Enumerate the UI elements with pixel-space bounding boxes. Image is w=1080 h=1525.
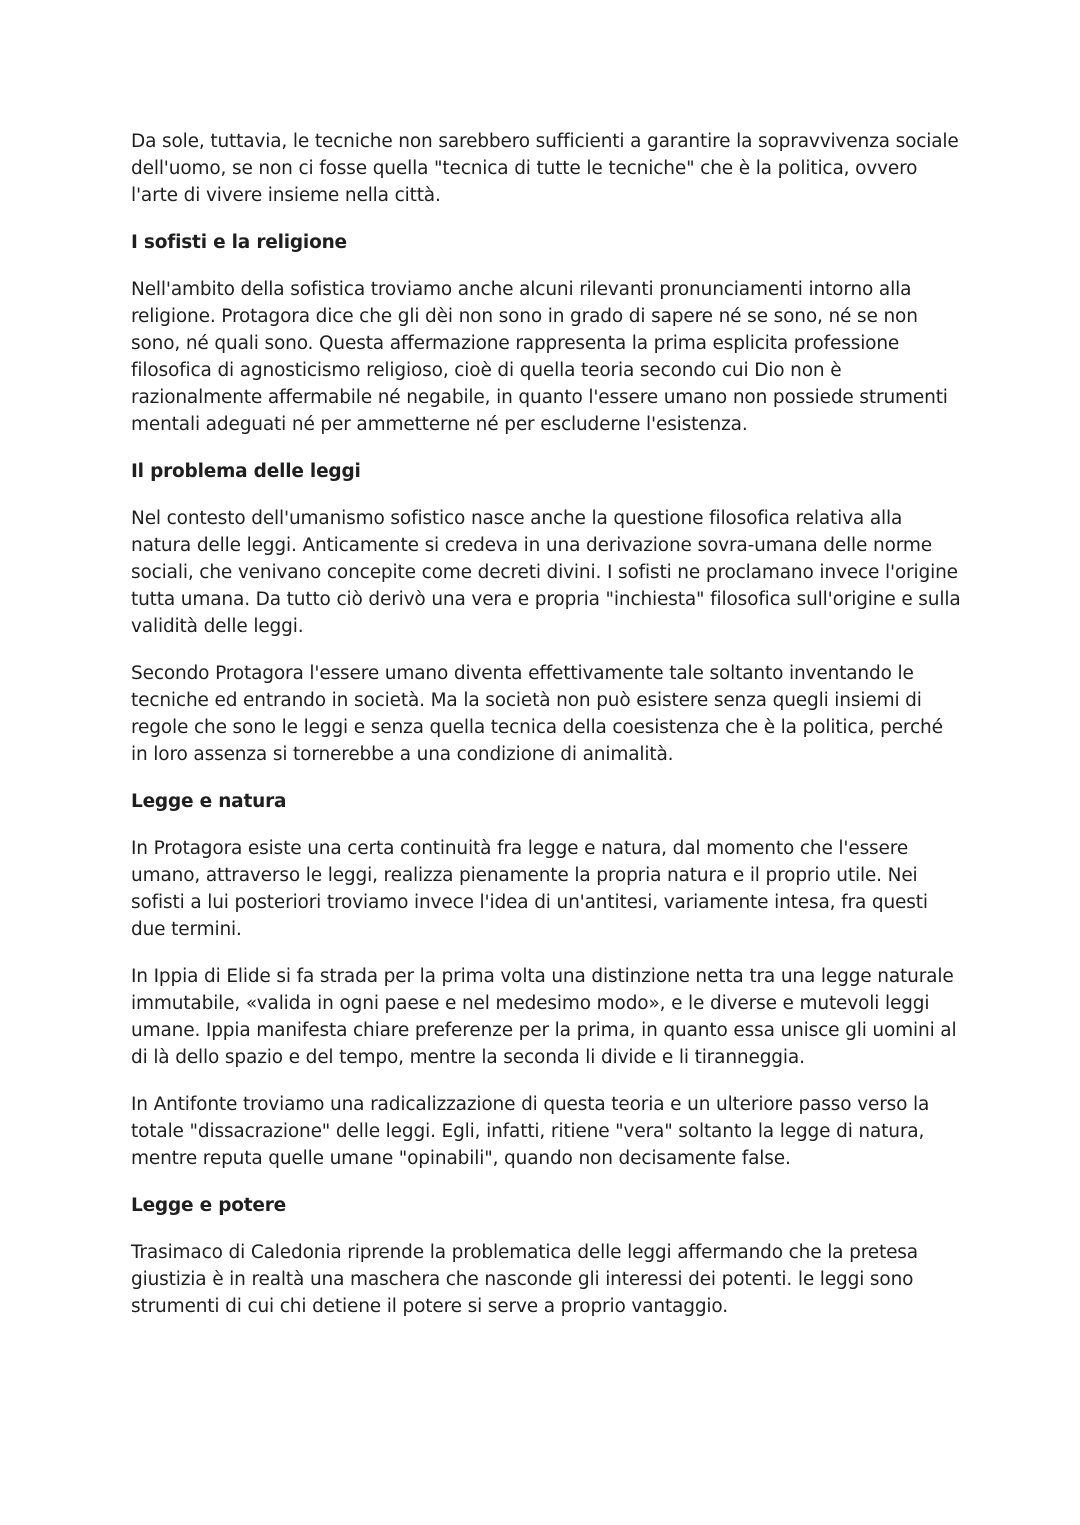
paragraph-intro-politica: Da sole, tuttavia, le tecniche non sarebbero sufficienti a garantire la sopravvivenza sociale dell'uomo, se non ci fosse quella "tecnica di tutte le tecniche" che è la politica, ovvero l'arte di vivere insieme nella città. — [131, 131, 959, 206]
heading-legge-potere: Legge e potere — [131, 1195, 287, 1216]
heading-sofisti-religione: I sofisti e la religione — [131, 232, 347, 253]
paragraph-trasimaco: Trasimaco di Caledonia riprende la problematica delle leggi affermando che la pretesa giustizia è in realtà una maschera che nasconde gli interessi dei potenti. le leggi sono strumenti di cui chi detiene il potere si serve a proprio vantaggio. — [131, 1242, 918, 1317]
paragraph-continuita: In Protagora esiste una certa continuità fra legge e natura, dal momento che l'essere umano, attraverso le leggi, realizza pienamente la propria natura e il proprio utile. Nei sofisti a lui posteriori troviamo invece l'idea di un'antitesi, variamente intesa, fra questi due termini. — [131, 838, 928, 940]
paragraph-protagora-societa: Secondo Protagora l'essere umano diventa effettivamente tale soltanto inventando le tecniche ed entrando in società. Ma la società non può esistere senza quegli insiemi di regole che sono le leggi e senza quella tecnica della coesistenza che è la politica, perché in loro assenza si tornerebbe a una condizione di animalità. — [131, 663, 943, 765]
paragraph-antifonte: In Antifonte troviamo una radicalizzazione di questa teoria e un ulteriore passo verso la totale "dissacrazione" delle leggi. Egli, infatti, ritiene "vera" soltanto la legge di natura, mentre reputa quelle umane "opinabili", quando non decisamente false. — [131, 1094, 930, 1169]
paragraph-religione: Nell'ambito della sofistica troviamo anche alcuni rilevanti pronunciamenti intorno alla religione. Protagora dice che gli dèi non sono in grado di sapere né se sono, né se non sono, né quali sono. Questa affermazione rappresenta la prima esplicita professione filosofica di agnosticismo religioso, cioè di quella teoria secondo cui Dio non è razionalmente affermabile né negabile, in quanto l'essere umano non possiede strumenti mentali adeguati né per ammetterne né per escluderne l'esistenza. — [131, 279, 948, 435]
document-page — [131, 128, 961, 1340]
paragraph-natura-leggi: Nel contesto dell'umanismo sofistico nasce anche la questione filosofica relativa alla natura delle leggi. Anticamente si credeva in una derivazione sovra-umana delle norme sociali, che venivano concepite come decreti divini. I sofisti ne proclamano invece l'origine tutta umana. Da tutto ciò derivò una vera e propria "inchiesta" filosofica sull'origine e sulla validità delle leggi. — [131, 508, 961, 637]
paragraph-ippia: In Ippia di Elide si fa strada per la prima volta una distinzione netta tra una legge naturale immutabile, «valida in ogni paese e nel medesimo modo», e le diverse e mutevoli leggi umane. Ippia manifesta chiare preferenze per la prima, in quanto essa unisce gli uomini al di là dello spazio e del tempo, mentre la seconda li divide e li tiranneggia. — [131, 966, 957, 1068]
heading-legge-natura: Legge e natura — [131, 791, 287, 812]
heading-problema-leggi: Il problema delle leggi — [131, 461, 361, 482]
